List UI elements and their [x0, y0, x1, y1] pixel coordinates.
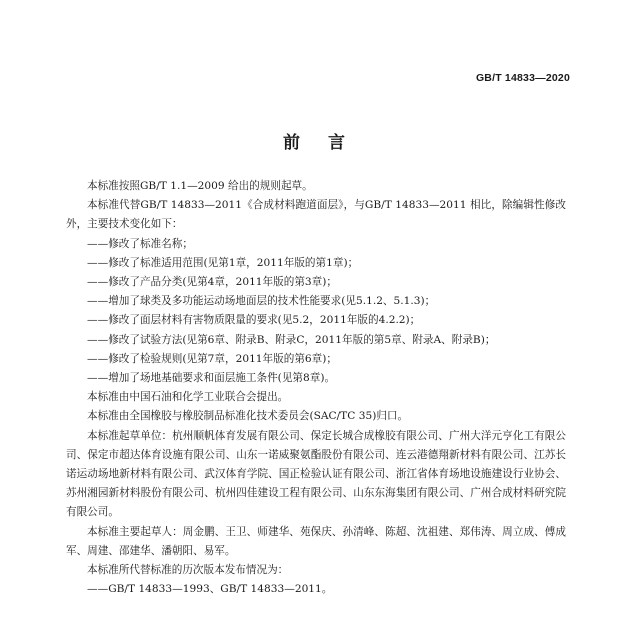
- paragraph-drafters: 本标准主要起草人：周金鹏、王卫、师建华、苑保庆、孙清峰、陈超、沈祖建、郑伟涛、周立成、傅成军、周建、邵建华、潘朝阳、易军。: [66, 525, 566, 557]
- paragraph-drafting-rules: 本标准按照GB/T 1.1—2009 给出的规则起草。: [87, 180, 313, 192]
- title-char-1: 前: [283, 133, 300, 153]
- standard-number: GB/T 14833—2020: [475, 72, 570, 84]
- paragraph-drafting-units: 本标准起草单位：杭州顺帆体育发展有限公司、保定长城合成橡胶有限公司、广州大洋元亨化工有限公司、保定市超达体育设施有限公司、山东一诺威聚氨酯股份有限公司、连云港德翔新材料有限公司、江苏长诺运动场地新材料有限公司、武汉体育学院、国正检验认证有限公司、浙江省体育场地设施建设行业协会、苏州湘园新材料股份有限公司、杭州四佳建设工程有限公司、山东东海集团有限公司、广州合成材料研究院有限公司。: [66, 429, 566, 519]
- document-body: [66, 177, 566, 599]
- list-item: ——增加了场地基础要求和面层施工条件(见第8章)。: [87, 372, 336, 385]
- paragraph-proposer: 本标准由中国石油和化学工业联合会提出。: [87, 391, 289, 404]
- list-item: ——修改了标准名称；: [87, 237, 193, 250]
- changes-list: [66, 235, 566, 389]
- paragraph-replacement: 本标准代替GB/T 14833—2011《合成材料跑道面层》，与GB/T 14833—2011 相比，除编辑性修改外，主要技术变化如下：: [66, 199, 566, 231]
- list-item: ——修改了产品分类(见第4章，2011年版的第3章)；: [87, 276, 337, 289]
- paragraph-committee: 本标准由全国橡胶与橡胶制品标准化技术委员会(SAC/TC 35)归口。: [87, 410, 409, 423]
- page-title: [0, 128, 628, 153]
- paragraph-history-intro: 本标准所代替标准的历次版本发布情况为：: [87, 564, 289, 577]
- list-item: ——修改了试验方法(见第6章、附录B、附录C，2011年版的第5章、附录A、附录B)；: [87, 333, 496, 346]
- list-item: ——修改了标准适用范围(见第1章，2011年版的第1章)；: [87, 256, 359, 269]
- paragraph-history-versions: ——GB/T 14833—1993、GB/T 14833—2011。: [87, 583, 333, 596]
- list-item: ——修改了检验规则(见第7章，2011年版的第6章)；: [87, 352, 337, 365]
- list-item: ——修改了面层材料有害物质限量的要求(见5.2，2011年版的4.2.2)；: [87, 314, 421, 327]
- title-char-2: 言: [328, 133, 345, 153]
- list-item: ——增加了球类及多功能运动场地面层的技术性能要求(见5.1.2、5.1.3)；: [87, 295, 436, 308]
